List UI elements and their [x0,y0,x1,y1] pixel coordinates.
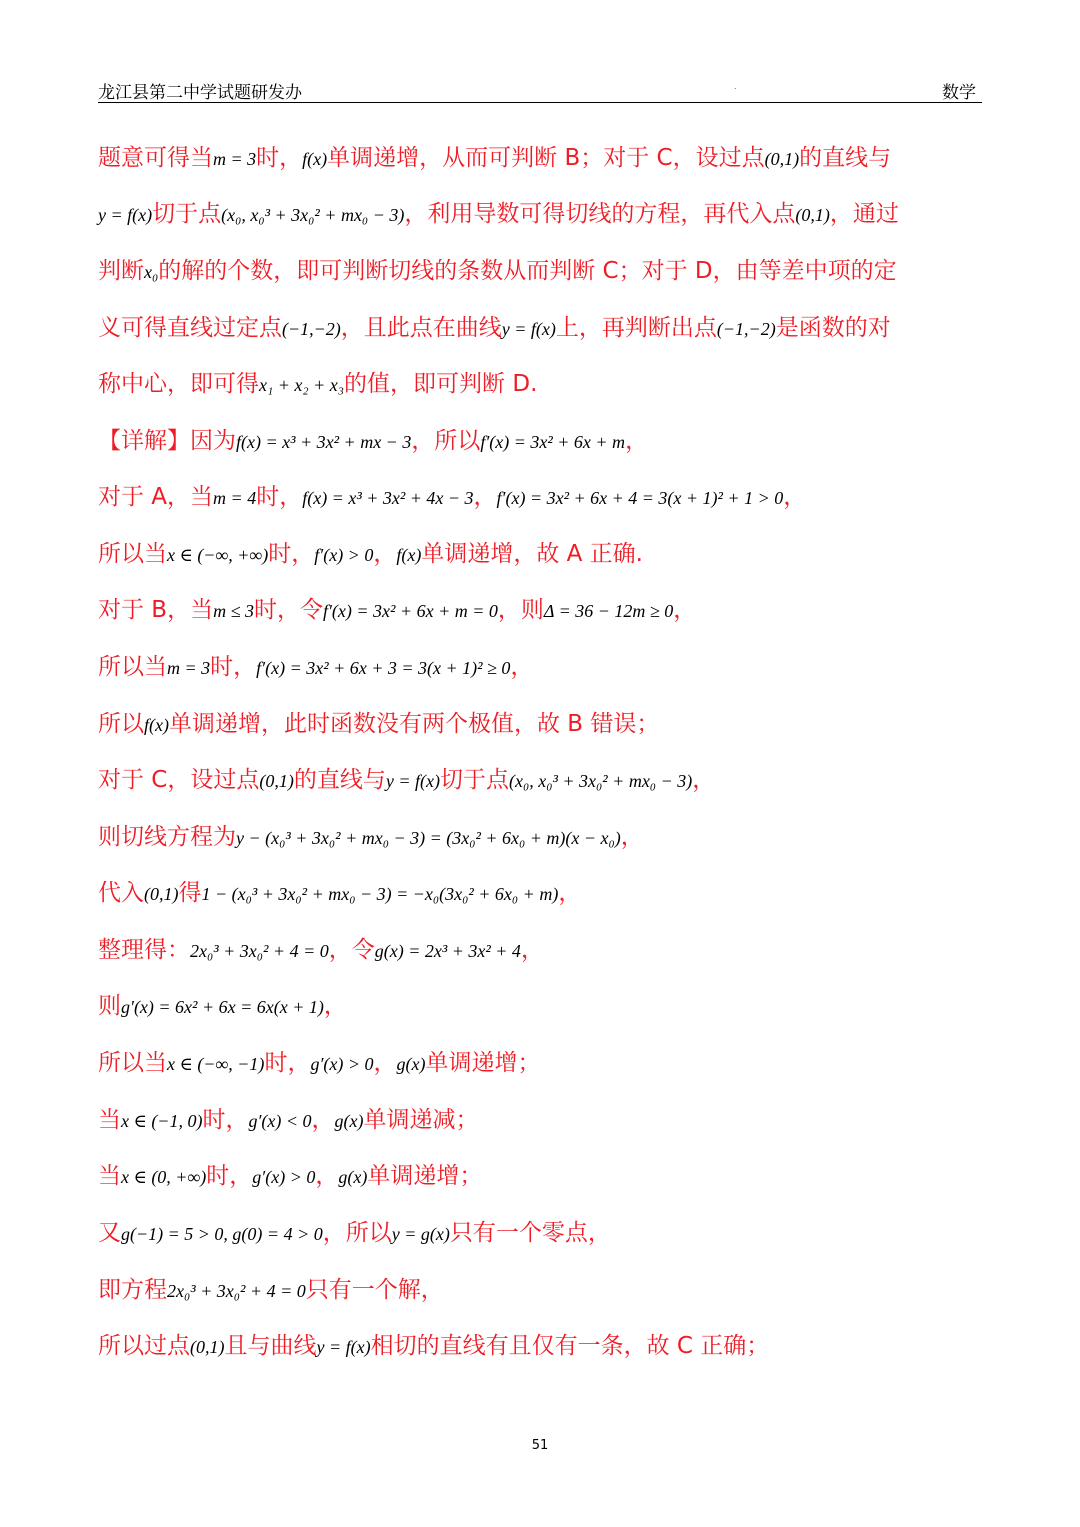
math-expression: g′(x) > 0 [310,1054,374,1074]
math-expression: 1 − (x₀³ + 3x₀² + mx₀ − 3) = −x₀(3x₀² + 6x₀ + m) [201,884,559,904]
math-expression: (0,1) [764,149,800,169]
text-segment: 时， [264,1050,311,1076]
text-segment: 单调递增； [425,1050,541,1076]
math-expression: f′(x) = 3x² + 6x + m = 0 [322,601,498,621]
text-segment: 又 [98,1220,121,1246]
text-segment: ，所以 [411,428,481,454]
math-expression: (0,1) [190,1337,225,1357]
text-segment: 当 [98,1163,121,1189]
text-segment: 的直线与 [293,767,386,793]
text-segment: 所以过点 [98,1333,190,1359]
text-segment: ， [692,767,716,793]
text-segment: 对于 A，当 [98,484,214,510]
math-expression: Δ = 36 − 12m ≥ 0 [543,601,674,621]
math-expression: m ≤ 3 [213,601,254,621]
math-expression: y = f(x) [385,771,440,791]
text-segment: 只有一个零点， [449,1220,611,1246]
text-line [98,1105,479,1136]
text-line [98,822,644,853]
text-segment: 时，令 [253,597,323,623]
text-segment: 整理得： [98,937,190,963]
text-segment: ， [558,880,582,906]
text-line [98,313,891,344]
text-segment: 得 [178,880,202,906]
text-line [98,426,648,457]
math-expression: f′(x) = 3x² + 6x + 4 = 3(x + 1)² + 1 > 0 [496,488,784,508]
text-line [98,482,806,513]
text-segment: ，且此点在曲线 [340,315,502,341]
text-segment: 切于点 [152,201,222,227]
math-expression: g(x) = 2x³ + 3x² + 4 [374,941,521,961]
math-expression: x₁ + x₂ + x₃ [259,375,345,395]
math-expression: (x₀, x₀³ + 3x₀² + mx₀ − 3) [509,771,693,791]
text-segment: ， [473,484,497,510]
text-segment: 单调递增，此时函数没有两个极值，故 B 错误； [168,711,660,737]
text-segment: 的解的个数，即可判断切线的条数从而判断 C；对于 D，由等差中项的定 [158,258,897,284]
text-segment: ， [620,824,644,850]
text-line [98,256,897,287]
math-expression: f(x) [396,545,422,565]
text-line [98,369,537,400]
text-segment: ， [783,484,807,510]
math-expression: g(−1) = 5 > 0, g(0) = 4 > 0 [121,1224,323,1244]
math-expression: f′(x) > 0 [314,545,374,565]
math-expression: x ∈ (−∞, −1) [167,1054,265,1074]
text-line [98,1161,482,1192]
header-school-name: 龙江县第二中学试题研发办 [98,83,302,103]
page-header [98,76,982,103]
math-expression: (−1,−2) [282,319,341,339]
math-expression: x ∈ (−1, 0) [121,1111,203,1131]
math-expression: g(x) [338,1167,368,1187]
text-line [98,652,533,683]
math-expression: x₀ [144,262,159,282]
text-segment: 单调递减； [363,1107,479,1133]
text-line [98,991,347,1022]
text-segment: 相切的直线有且仅有一条，故 C 正确； [370,1333,770,1359]
text-segment: 时， [256,484,303,510]
text-segment: ， [673,597,697,623]
math-expression: y − (x₀³ + 3x₀² + mx₀ − 3) = (3x₀² + 6x₀ + m)(x − x₀) [236,828,621,848]
text-segment: 时， [256,145,303,171]
math-expression: 2x₀³ + 3x₀² + 4 = 0 [190,941,329,961]
text-segment: ， [625,428,649,454]
text-segment: ， [311,1107,335,1133]
math-expression: 2x₀³ + 3x₀² + 4 = 0 [167,1281,306,1301]
math-expression: y = f(x) [98,205,153,225]
math-expression: y = f(x) [501,319,556,339]
math-expression: f(x) [302,149,328,169]
text-line [98,595,696,626]
text-segment: 所以当 [98,541,167,567]
math-expression: (−1,−2) [716,319,776,339]
math-expression: f(x) = x³ + 3x² + 4x − 3 [302,488,474,508]
text-segment: 所以 [98,711,144,737]
math-expression: m = 4 [213,488,257,508]
math-expression: g′(x) < 0 [248,1111,312,1131]
math-expression: y = f(x) [316,1337,371,1357]
header-subject: 数学 [942,83,976,103]
text-segment: ， [520,937,544,963]
math-expression: f′(x) = 3x² + 6x + 3 = 3(x + 1)² ≥ 0 [256,658,511,678]
text-line [98,539,643,570]
math-expression: g(x) [334,1111,364,1131]
text-line [98,143,891,174]
text-segment: 即方程 [98,1277,167,1303]
text-segment: 义可得直线过定点 [98,315,282,341]
text-segment: 所以当 [98,654,167,680]
text-segment: ， [323,993,347,1019]
text-line [98,199,899,230]
text-segment: 代入 [98,880,144,906]
text-segment: 对于 B，当 [98,597,214,623]
text-line [98,1275,444,1306]
math-expression: x ∈ (−∞, +∞) [167,545,269,565]
text-segment: 是函数的对 [775,315,891,341]
math-expression: g(x) [396,1054,426,1074]
text-segment: 单调递增； [367,1163,483,1189]
text-segment: 的直线与 [799,145,892,171]
text-segment: ， [510,654,534,680]
text-segment: 时， [210,654,257,680]
text-segment: ，令 [328,937,375,963]
text-segment: 则切线方程为 [98,824,236,850]
text-segment: ， [373,541,397,567]
text-segment: 单调递增，故 A 正确. [421,541,643,567]
math-expression: (0,1) [259,771,294,791]
text-segment: ，通过 [829,201,899,227]
text-line [98,935,544,966]
text-segment: 切于点 [440,767,509,793]
text-segment: 时， [206,1163,253,1189]
math-expression: x ∈ (0, +∞) [121,1167,207,1187]
math-expression: g′(x) = 6x² + 6x = 6x(x + 1) [121,997,324,1017]
math-expression: (0,1) [144,884,179,904]
text-line [98,765,715,796]
math-expression: (x₀, x₀³ + 3x₀² + mx₀ − 3) [221,205,405,225]
text-segment: 的值，即可判断 D. [344,371,538,397]
text-segment: 对于 C，设过点 [98,767,260,793]
math-expression: f′(x) = 3x² + 6x + m [480,432,626,452]
text-line [98,1331,769,1362]
text-segment: ，则 [497,597,544,623]
text-segment: ，所以 [322,1220,392,1246]
header-dot: . [734,82,737,91]
text-segment: 【详解】因为 [98,428,236,454]
text-segment: 时， [268,541,315,567]
text-segment: 称中心，即可得 [98,371,259,397]
text-line [98,709,659,740]
math-expression: g′(x) > 0 [252,1167,316,1187]
text-segment: 只有一个解， [305,1277,444,1303]
math-expression: f(x) [144,715,169,735]
text-segment: 则 [98,993,121,1019]
text-line [98,1218,611,1249]
text-segment: 单调递增，从而可判断 B；对于 C，设过点 [327,145,765,171]
text-segment: ， [373,1050,397,1076]
math-expression: (0,1) [795,205,830,225]
math-expression: f(x) = x³ + 3x² + mx − 3 [236,432,412,452]
math-expression: m = 3 [167,658,211,678]
text-segment: 判断 [98,258,144,284]
text-segment: 所以当 [98,1050,167,1076]
text-segment: 题意可得当 [98,145,213,171]
text-segment: 当 [98,1107,121,1133]
text-segment: ，利用导数可得切线的方程，再代入点 [404,201,796,227]
text-segment: 时， [202,1107,249,1133]
text-segment: 且与曲线 [224,1333,317,1359]
text-line [98,1048,540,1079]
math-expression: m = 3 [213,149,257,169]
page-number: 51 [531,1438,549,1453]
text-segment: 上，再判断出点 [555,315,717,341]
math-expression: y = g(x) [391,1224,450,1244]
text-line [98,878,581,909]
text-segment: ， [315,1163,339,1189]
